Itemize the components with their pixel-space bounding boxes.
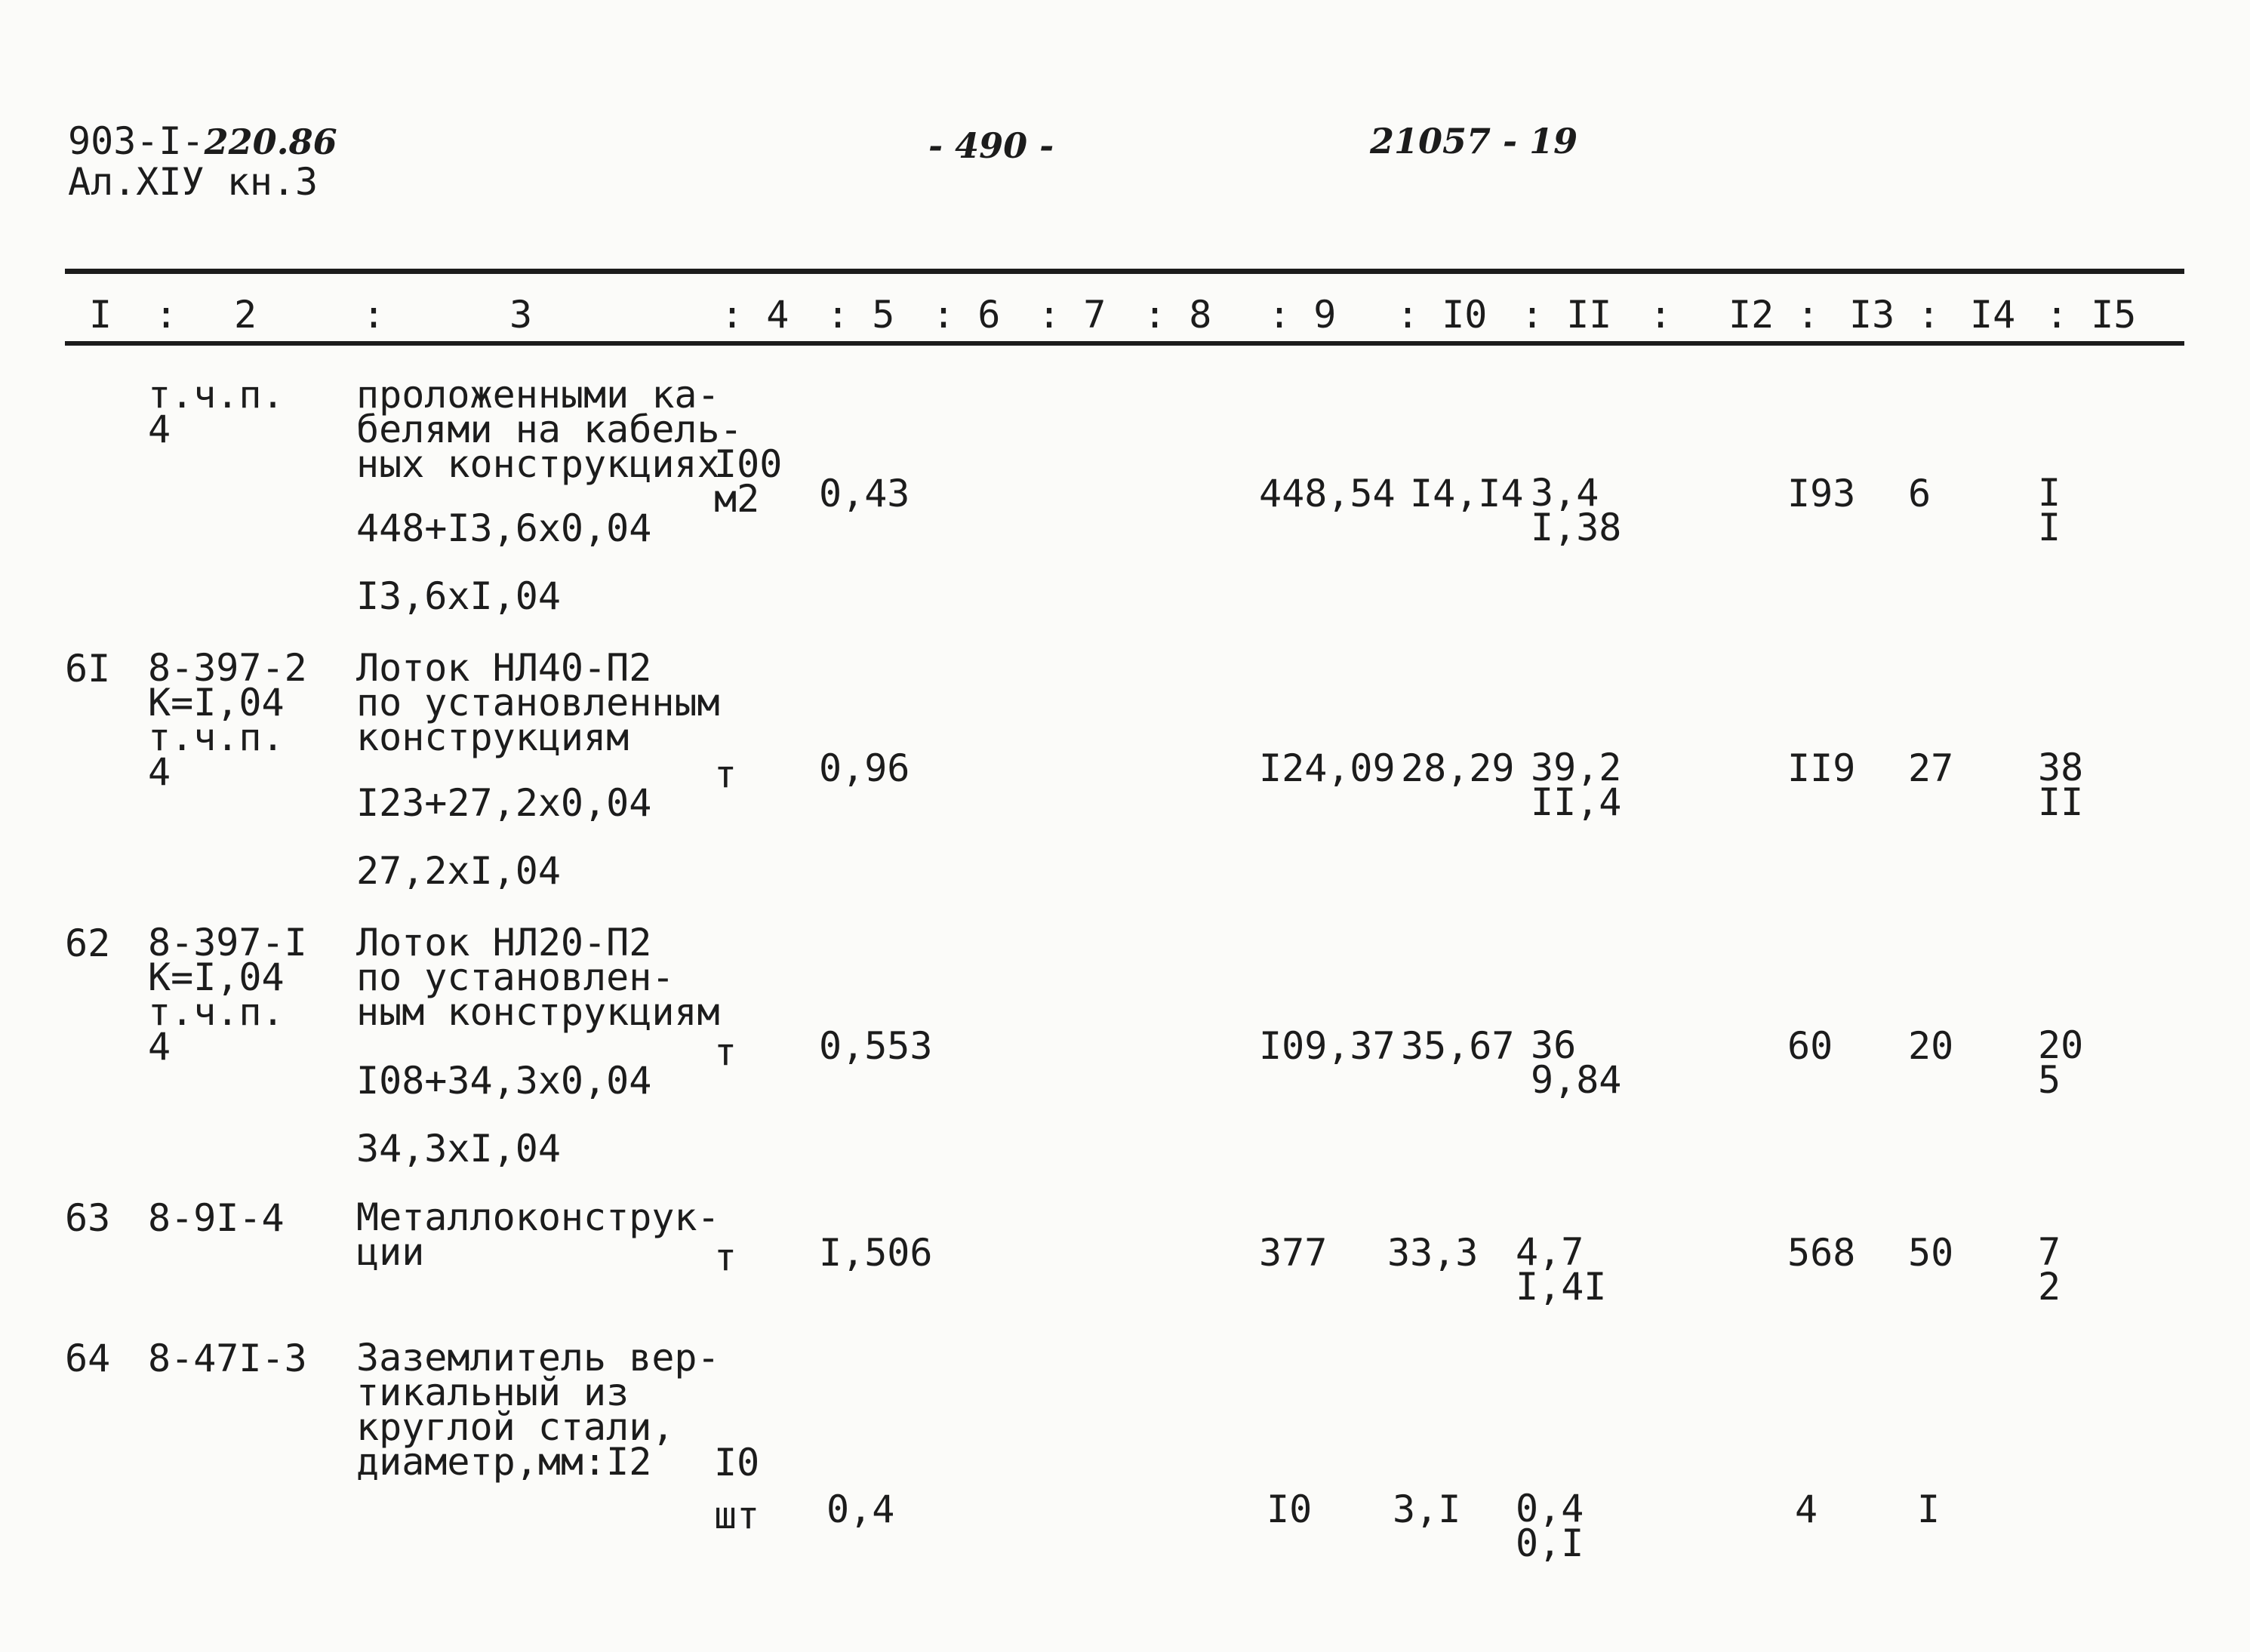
table-row-description: Металлоконструк- ции <box>356 1195 720 1274</box>
column-header-2: 2 <box>234 293 257 337</box>
table-row-col13: 50 <box>1908 1231 1954 1275</box>
table-row-col15: 7 2 <box>2038 1230 2061 1309</box>
table-row-quantity: 0,553 <box>819 1024 933 1068</box>
table-row-col13: 20 <box>1908 1024 1954 1068</box>
table-row-unit: т <box>714 752 737 796</box>
column-header-15: : I5 <box>2045 293 2137 337</box>
table-row-col10: 33,3 <box>1387 1231 1479 1275</box>
table-row-col13: 27 <box>1908 746 1954 790</box>
header-rule-bottom <box>65 341 2184 346</box>
page-number: - 490 - <box>928 125 1054 166</box>
table-row-col11: 0,4 0,I <box>1516 1487 1584 1565</box>
table-row-unit: I00 м2 <box>714 442 783 521</box>
album-book-label: Ал.ХIУ кн.3 <box>68 160 319 204</box>
table-row-col10: I4,I4 <box>1410 472 1524 515</box>
table-row-unit: I0 <box>714 1441 760 1484</box>
column-header-4: : 4 <box>721 293 790 337</box>
table-row-formula: 27,2xI,04 <box>356 849 561 893</box>
table-row-description: проложенными ка- белями на кабель- ных конструкциях <box>356 373 743 486</box>
column-header-sep-2: : <box>362 293 386 337</box>
doc-code-handwritten: 220.86 <box>204 122 337 162</box>
table-row-col9: I09,37 <box>1259 1024 1396 1068</box>
table-row-col13: 6 <box>1908 472 1931 515</box>
document-number: 21057 - 19 <box>1370 121 1578 162</box>
table-row-quantity: 0,43 <box>819 472 910 515</box>
table-row-col10: 28,29 <box>1401 746 1515 790</box>
table-row-number: 63 <box>65 1196 111 1240</box>
table-row-col15: 38 II <box>2038 746 2084 824</box>
table-row-code: 8-397-2 К=I,04 т.ч.п. 4 <box>148 646 307 794</box>
column-header-12: I2 : <box>1728 293 1820 337</box>
column-header-9: : 9 <box>1268 293 1337 337</box>
table-row-formula: 34,3xI,04 <box>356 1127 561 1171</box>
table-row-unit: т <box>714 1235 737 1279</box>
table-row-code: 8-47I-3 <box>148 1337 307 1380</box>
doc-code <box>68 121 337 162</box>
column-header-7: : 7 <box>1038 293 1107 337</box>
column-header-14: I4 <box>1970 293 2016 337</box>
table-row-col12: 568 <box>1787 1231 1856 1275</box>
table-row-col10: 35,67 <box>1401 1024 1515 1068</box>
column-header-sep-3: : <box>1649 293 1673 337</box>
table-row-description: Заземлитель вер- тикальный из круглой стали, диаметр,мм:I2 <box>356 1336 720 1484</box>
table-row-col9: 448,54 <box>1259 472 1396 515</box>
table-row-col9: I24,09 <box>1259 746 1396 790</box>
table-row-unit: шт <box>714 1494 760 1537</box>
table-row-col11: 3,4 I,38 <box>1531 471 1622 549</box>
table-row-col15: I I <box>2038 471 2061 549</box>
column-header-8: : 8 <box>1143 293 1212 337</box>
column-header-5: : 5 <box>826 293 895 337</box>
table-row-col9: 377 <box>1259 1231 1328 1275</box>
table-row-number: 6I <box>65 647 111 691</box>
table-row-col11: 39,2 II,4 <box>1531 746 1622 824</box>
column-header-1: I <box>89 293 112 337</box>
table-row-col9: I0 <box>1267 1487 1313 1531</box>
table-row-description: Лоток НЛ20-П2 по установлен- ным конструкциям <box>356 921 720 1034</box>
table-row-col12: 60 <box>1787 1024 1833 1068</box>
table-row-quantity: 0,96 <box>819 746 910 790</box>
table-row-code: 8-397-I К=I,04 т.ч.п. 4 <box>148 921 307 1069</box>
table-row-col12: 4 <box>1795 1487 1818 1531</box>
table-row-description: Лоток НЛ40-П2 по установленным конструкциям <box>356 646 720 759</box>
table-row-code: 8-9I-4 <box>148 1196 285 1240</box>
table-row-col13: I <box>1917 1487 1941 1531</box>
table-row-quantity: 0,4 <box>826 1487 895 1531</box>
column-header-11: : II <box>1521 293 1612 337</box>
table-row-quantity: I,506 <box>819 1231 933 1275</box>
table-row-col11: 36 9,84 <box>1531 1023 1622 1102</box>
table-row-col12: I93 <box>1787 472 1856 515</box>
table-row-formula: I23+27,2x0,04 <box>356 781 652 825</box>
table-row-unit: т <box>714 1030 737 1074</box>
header-rule-top <box>65 269 2184 274</box>
table-row-formula: 448+I3,6x0,04 <box>356 506 652 550</box>
table-row-col10: 3,I <box>1393 1487 1461 1531</box>
table-row-col15: 20 5 <box>2038 1023 2084 1102</box>
column-header-6: : 6 <box>932 293 1001 337</box>
table-row-col11: 4,7 I,4I <box>1516 1230 1607 1309</box>
column-header-13: I3 : <box>1849 293 1941 337</box>
table-row-code: т.ч.п. 4 <box>148 373 285 451</box>
column-header-sep: : <box>155 293 178 337</box>
column-header-3: 3 <box>509 293 533 337</box>
table-row-number: 64 <box>65 1337 111 1380</box>
table-row-col12: II9 <box>1787 746 1856 790</box>
table-row-formula: I08+34,3x0,04 <box>356 1059 652 1103</box>
column-header-10: : I0 <box>1396 293 1488 337</box>
table-row-number: 62 <box>65 921 111 965</box>
table-row-formula: I3,6xI,04 <box>356 574 561 618</box>
doc-code-printed: 903-I- <box>68 119 205 163</box>
